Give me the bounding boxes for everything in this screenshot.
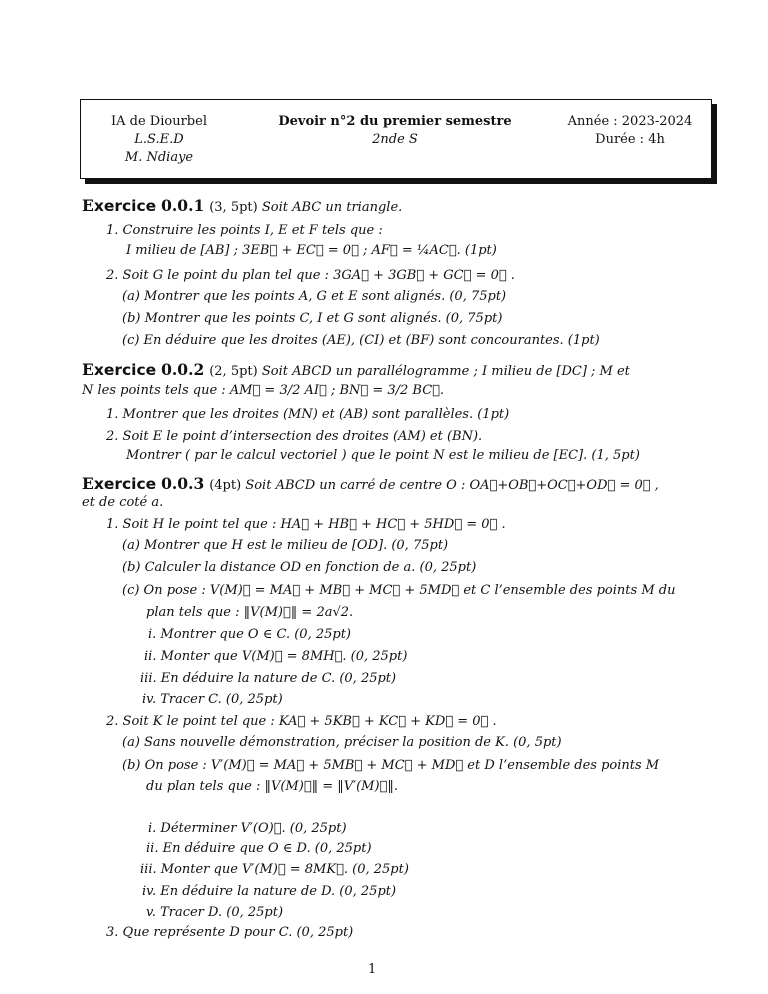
header-year: Année : 2023-2024 bbox=[567, 114, 693, 129]
ex3-line: et de coté a. bbox=[82, 495, 164, 510]
ex3-line: (c) On pose : V(M)⃗ = MA⃗ + MB⃗ + MC⃗ + 5MD⃗ et C l’ensemble des points M du bbox=[122, 583, 676, 598]
ex2-line: N les points tels que : AM⃗ = 3/2 AI⃗ ; BN⃗ = 3/2 BC⃗. bbox=[82, 383, 445, 398]
ex3-line: (a) Sans nouvelle démonstration, préciser la position de K. (0, 5pt) bbox=[122, 735, 562, 750]
ex2-line: Montrer ( par le calcul vectoriel ) que le point N est le milieu de [EC]. (1, 5pt) bbox=[126, 448, 640, 463]
ex3-line: iii. Monter que V′(M)⃗ = 8MK⃗. (0, 25pt) bbox=[140, 862, 409, 877]
ex2-title: Exercice 0.0.2 (2, 5pt) Soit ABCD un parallélogramme ; I milieu de [DC] ; M et bbox=[82, 360, 630, 379]
ex1-title: Exercice 0.0.1 (3, 5pt) Soit ABC un triangle. bbox=[82, 196, 403, 215]
ex3-line: v. Tracer D. (0, 25pt) bbox=[146, 905, 284, 920]
ex1-line: (a) Montrer que les points A, G et E sont alignés. (0, 75pt) bbox=[122, 289, 507, 304]
ex3-line: (b) Calculer la distance OD en fonction de a. (0, 25pt) bbox=[122, 560, 477, 575]
ex3-line: iv. Tracer C. (0, 25pt) bbox=[142, 692, 283, 707]
ex3-line: ii. En déduire que O ∈ D. (0, 25pt) bbox=[146, 841, 372, 856]
ex3-line: i. Montrer que O ∈ C. (0, 25pt) bbox=[148, 627, 351, 642]
ex1-line: 1. Construire les points I, E et F tels que : bbox=[106, 223, 383, 238]
ex3-line: iii. En déduire la nature de C. (0, 25pt) bbox=[140, 671, 397, 686]
ex1-line: (b) Montrer que les points C, I et G sont alignés. (0, 75pt) bbox=[122, 311, 503, 326]
header-school: IA de Diourbel bbox=[111, 114, 207, 129]
ex3-line: i. Déterminer V′(O)⃗. (0, 25pt) bbox=[148, 821, 347, 836]
ex3-line: (b) On pose : V′(M)⃗ = MA⃗ + 5MB⃗ + MC⃗ + MD⃗ et D l’ensemble des points M bbox=[122, 758, 660, 773]
page-number: 1 bbox=[368, 962, 377, 977]
ex3-line: 1. Soit H le point tel que : HA⃗ + HB⃗ + HC⃗ + 5HD⃗ = 0⃗ . bbox=[106, 517, 506, 532]
ex1-line: 2. Soit G le point du plan tel que : 3GA⃗ + 3GB⃗ + GC⃗ = 0⃗ . bbox=[106, 268, 515, 283]
header-lycee: L.S.E.D bbox=[134, 132, 184, 147]
header-left bbox=[104, 113, 214, 167]
ex1-line: I milieu de [AB] ; 3EB⃗ + EC⃗ = 0⃗ ; AF⃗ = ¼AC⃗. (1pt) bbox=[126, 243, 497, 258]
ex3-line: (a) Montrer que H est le milieu de [OD]. (0, 75pt) bbox=[122, 538, 449, 553]
ex2-line: 2. Soit E le point d’intersection des droites (AM) et (BN). bbox=[106, 429, 483, 444]
ex2-line: 1. Montrer que les droites (MN) et (AB) sont parallèles. (1pt) bbox=[106, 407, 510, 422]
ex1-line: (c) En déduire que les droites (AE), (CI) et (BF) sont concourantes. (1pt) bbox=[122, 333, 600, 348]
header-title: Devoir n°2 du premier semestre bbox=[278, 114, 512, 129]
header-class: 2nde S bbox=[372, 132, 418, 147]
header-teacher: M. Ndiaye bbox=[124, 150, 194, 165]
ex3-title: Exercice 0.0.3 (4pt) Soit ABCD un carré de centre O : OA⃗+OB⃗+OC⃗+OD⃗ = 0⃗ , bbox=[82, 474, 659, 493]
ex3-line: iv. En déduire la nature de D. (0, 25pt) bbox=[142, 884, 397, 899]
header-duration: Durée : 4h bbox=[595, 132, 665, 147]
ex3-line: 2. Soit K le point tel que : KA⃗ + 5KB⃗ + KC⃗ + KD⃗ = 0⃗ . bbox=[106, 714, 497, 729]
header-center bbox=[260, 113, 530, 149]
header-right bbox=[560, 113, 700, 149]
ex3-line: 3. Que représente D pour C. (0, 25pt) bbox=[106, 925, 354, 940]
ex3-line: ii. Monter que V(M)⃗ = 8MH⃗. (0, 25pt) bbox=[144, 649, 408, 664]
ex3-line: du plan tels que : ‖V(M)⃗‖ = ‖V′(M)⃗‖. bbox=[146, 779, 399, 794]
ex3-line: plan tels que : ‖V(M)⃗‖ = 2a√2. bbox=[146, 605, 354, 620]
